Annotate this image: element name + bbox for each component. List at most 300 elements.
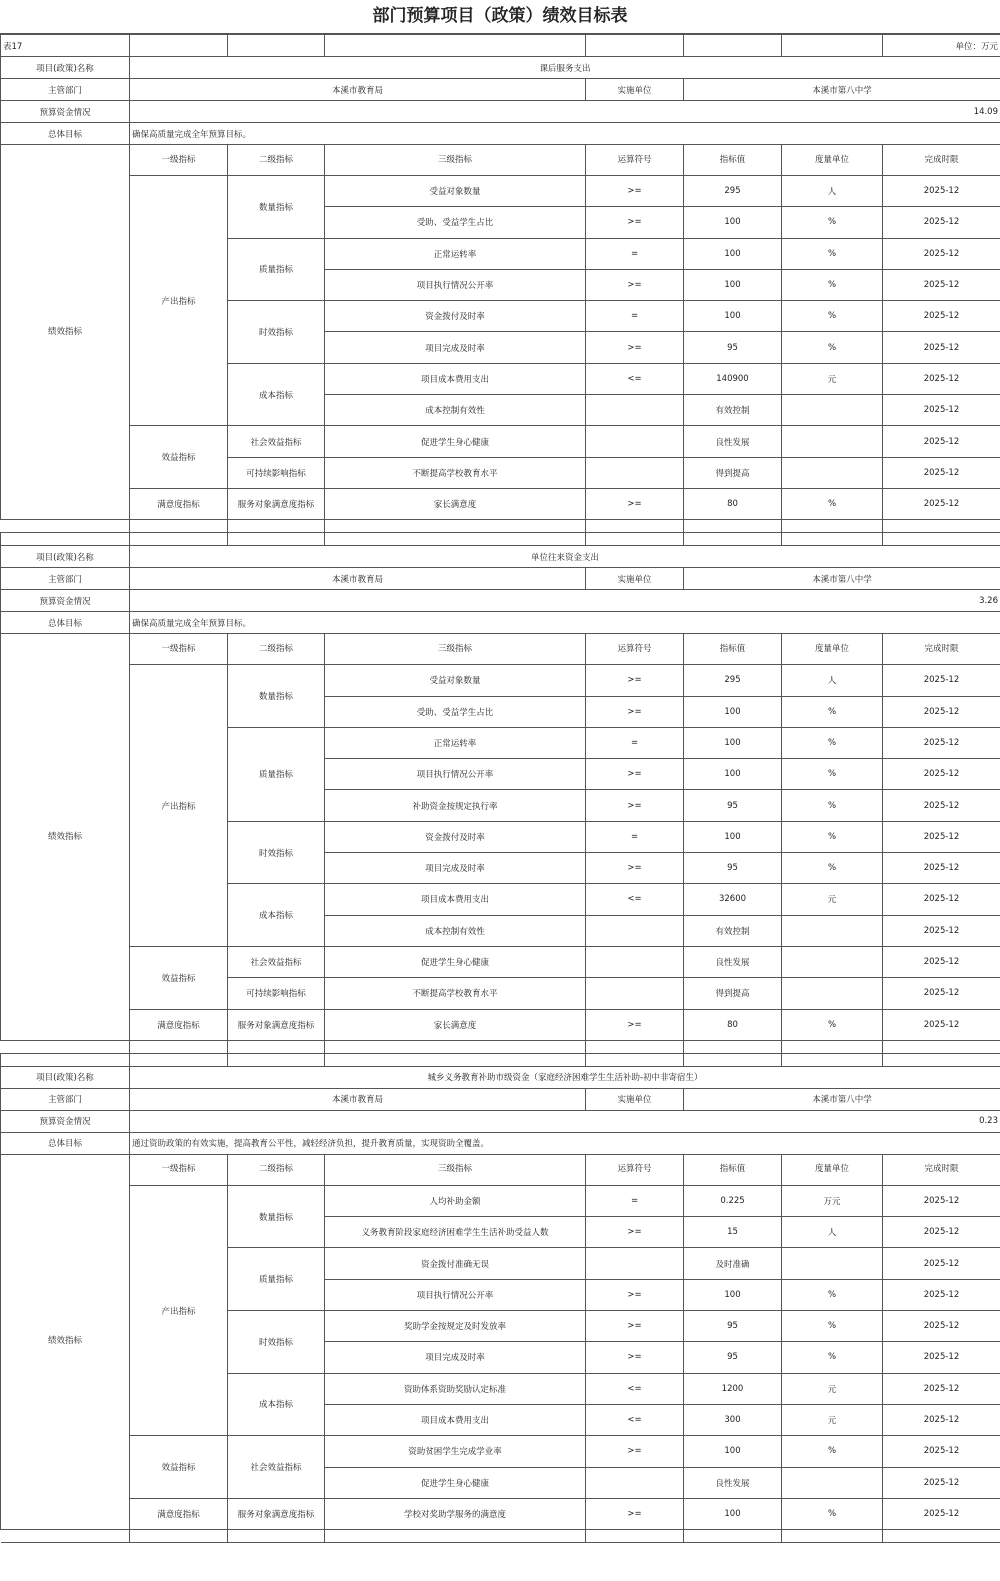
blank-cell: [228, 1053, 325, 1066]
level3-indicator: 不断提高学校教育水平: [325, 978, 586, 1009]
indicator-value: 295: [684, 176, 782, 207]
level1-indicator: 满意度指标: [130, 1498, 228, 1529]
level3-indicator: 受助、受益学生占比: [325, 696, 586, 727]
indicator-value: 100: [684, 759, 782, 790]
blank-cell: [130, 1053, 228, 1066]
deadline: 2025-12: [883, 1342, 1000, 1373]
level1-indicator: 产出指标: [130, 1185, 228, 1435]
deadline: 2025-12: [883, 426, 1000, 457]
operator: >=: [586, 853, 684, 884]
level2-indicator: 社会效益指标: [228, 426, 325, 457]
deadline: 2025-12: [883, 1373, 1000, 1404]
deadline: 2025-12: [883, 946, 1000, 977]
blank-cell: [1, 1530, 130, 1543]
blank-cell: [586, 533, 684, 546]
operator: >=: [586, 696, 684, 727]
header-l2: 二级指标: [228, 1154, 325, 1185]
level3-indicator: 受助、受益学生占比: [325, 207, 586, 238]
measure-unit: [782, 457, 883, 488]
indicator-value: 良性发展: [684, 1467, 782, 1498]
table-row: [1, 1185, 1000, 1216]
measure-unit: %: [782, 696, 883, 727]
level2-indicator: 社会效益指标: [228, 1436, 325, 1499]
deadline: 2025-12: [883, 915, 1000, 946]
indicator-value: 得到提高: [684, 978, 782, 1009]
indicator-value: 80: [684, 1009, 782, 1040]
deadline: 2025-12: [883, 332, 1000, 363]
deadline: 2025-12: [883, 488, 1000, 519]
level2-indicator: 数量指标: [228, 1185, 325, 1248]
operator: >=: [586, 269, 684, 300]
level3-indicator: 受益对象数量: [325, 176, 586, 207]
operator: [586, 946, 684, 977]
header-op: 运算符号: [586, 145, 684, 176]
measure-unit: %: [782, 1436, 883, 1467]
indicator-value: 95: [684, 332, 782, 363]
table-row: [1, 176, 1000, 207]
level3-indicator: 促进学生身心健康: [325, 946, 586, 977]
goal-label: 总体目标: [1, 123, 130, 145]
level2-indicator: 成本指标: [228, 1373, 325, 1436]
table-row: [1, 1498, 1000, 1529]
operator: <=: [586, 363, 684, 394]
dept-label: 主管部门: [1, 79, 130, 101]
table-row: [1, 665, 1000, 696]
deadline: 2025-12: [883, 238, 1000, 269]
operator: [586, 978, 684, 1009]
blank-cell: [586, 35, 684, 57]
blank-cell: [586, 1530, 684, 1543]
project-name: 城乡义务教育补助市级资金（家庭经济困难学生生活补助-初中非寄宿生）: [130, 1066, 1000, 1088]
header-op: 运算符号: [586, 634, 684, 665]
impl-unit-label: 实施单位: [586, 79, 684, 101]
deadline: 2025-12: [883, 1404, 1000, 1435]
measure-unit: %: [782, 1009, 883, 1040]
indicator-value: 良性发展: [684, 946, 782, 977]
indicator-value: 良性发展: [684, 426, 782, 457]
measure-unit: %: [782, 790, 883, 821]
deadline: 2025-12: [883, 301, 1000, 332]
measure-unit: %: [782, 727, 883, 758]
table-number: 表17: [1, 35, 130, 57]
indicator-value: 15: [684, 1217, 782, 1248]
performance-table: [0, 34, 1000, 1543]
level3-indicator: 项目执行情况公开率: [325, 269, 586, 300]
operator: >=: [586, 176, 684, 207]
blank-cell: [684, 1053, 782, 1066]
perf-label: 绩效指标: [1, 145, 130, 520]
level3-indicator: 资金拨付及时率: [325, 821, 586, 852]
indicator-value: 1200: [684, 1373, 782, 1404]
budget-label: 预算资金情况: [1, 101, 130, 123]
measure-unit: %: [782, 759, 883, 790]
measure-unit: 元: [782, 1404, 883, 1435]
level2-indicator: 成本指标: [228, 363, 325, 426]
level1-indicator: 产出指标: [130, 176, 228, 426]
header-l1: 一级指标: [130, 1154, 228, 1185]
operator: >=: [586, 1498, 684, 1529]
operator: >=: [586, 1217, 684, 1248]
operator: >=: [586, 1009, 684, 1040]
operator: >=: [586, 665, 684, 696]
blank-cell: [782, 1530, 883, 1543]
budget-value: 0.23: [130, 1110, 1000, 1132]
blank-cell: [228, 35, 325, 57]
blank-cell: [228, 1530, 325, 1543]
header-val: 指标值: [684, 634, 782, 665]
header-unit: 度量单位: [782, 145, 883, 176]
deadline: 2025-12: [883, 1436, 1000, 1467]
blank-cell: [684, 1040, 782, 1053]
header-l1: 一级指标: [130, 634, 228, 665]
deadline: 2025-12: [883, 821, 1000, 852]
indicator-value: 及时准确: [684, 1248, 782, 1279]
measure-unit: 元: [782, 884, 883, 915]
level3-indicator: 项目执行情况公开率: [325, 1279, 586, 1310]
level3-indicator: 项目成本费用支出: [325, 1404, 586, 1435]
deadline: 2025-12: [883, 1498, 1000, 1529]
budget-label: 预算资金情况: [1, 590, 130, 612]
deadline: 2025-12: [883, 884, 1000, 915]
blank-cell: [782, 533, 883, 546]
indicator-value: 100: [684, 821, 782, 852]
budget-value: 14.09: [130, 101, 1000, 123]
operator: =: [586, 301, 684, 332]
level3-indicator: 促进学生身心健康: [325, 1467, 586, 1498]
measure-unit: 人: [782, 1217, 883, 1248]
operator: >=: [586, 1436, 684, 1467]
project-name-label: 项目(政策)名称: [1, 1066, 130, 1088]
level3-indicator: 项目成本费用支出: [325, 363, 586, 394]
measure-unit: [782, 395, 883, 426]
measure-unit: [782, 946, 883, 977]
deadline: 2025-12: [883, 1185, 1000, 1216]
header-l2: 二级指标: [228, 145, 325, 176]
level2-indicator: 服务对象满意度指标: [228, 1009, 325, 1040]
project-name-label: 项目(政策)名称: [1, 546, 130, 568]
blank-cell: [684, 520, 782, 533]
blank-cell: [130, 520, 228, 533]
level2-indicator: 服务对象满意度指标: [228, 1498, 325, 1529]
header-time: 完成时限: [883, 145, 1000, 176]
measure-unit: 元: [782, 363, 883, 394]
dept-value: 本溪市教育局: [130, 1088, 586, 1110]
level3-indicator: 正常运转率: [325, 238, 586, 269]
level3-indicator: 项目完成及时率: [325, 1342, 586, 1373]
deadline: 2025-12: [883, 395, 1000, 426]
level1-indicator: 满意度指标: [130, 1009, 228, 1040]
operator: >=: [586, 488, 684, 519]
measure-unit: %: [782, 1311, 883, 1342]
dept-label: 主管部门: [1, 1088, 130, 1110]
level3-indicator: 成本控制有效性: [325, 915, 586, 946]
level2-indicator: 可持续影响指标: [228, 978, 325, 1009]
deadline: 2025-12: [883, 1467, 1000, 1498]
blank-cell: [130, 35, 228, 57]
indicator-value: 100: [684, 238, 782, 269]
operator: [586, 457, 684, 488]
header-l3: 三级指标: [325, 634, 586, 665]
operator: >=: [586, 790, 684, 821]
indicator-value: 100: [684, 301, 782, 332]
measure-unit: %: [782, 238, 883, 269]
operator: >=: [586, 1311, 684, 1342]
table-row: [1, 1436, 1000, 1467]
level2-indicator: 质量指标: [228, 238, 325, 301]
unit-label: 单位：万元: [883, 35, 1000, 57]
project-name: 单位往来资金支出: [130, 546, 1000, 568]
blank-cell: [1, 1053, 130, 1066]
blank-cell: [782, 520, 883, 533]
perf-label: 绩效指标: [1, 634, 130, 1041]
blank-cell: [684, 1530, 782, 1543]
blank-cell: [586, 520, 684, 533]
level3-indicator: 项目完成及时率: [325, 332, 586, 363]
measure-unit: [782, 1467, 883, 1498]
header-l3: 三级指标: [325, 145, 586, 176]
deadline: 2025-12: [883, 1279, 1000, 1310]
indicator-value: 95: [684, 853, 782, 884]
header-l2: 二级指标: [228, 634, 325, 665]
header-time: 完成时限: [883, 1154, 1000, 1185]
blank-cell: [883, 520, 1000, 533]
operator: [586, 395, 684, 426]
operator: [586, 915, 684, 946]
deadline: 2025-12: [883, 1009, 1000, 1040]
level2-indicator: 数量指标: [228, 665, 325, 728]
measure-unit: %: [782, 821, 883, 852]
deadline: 2025-12: [883, 790, 1000, 821]
measure-unit: [782, 978, 883, 1009]
operator: =: [586, 821, 684, 852]
header-op: 运算符号: [586, 1154, 684, 1185]
goal-value: 确保高质量完成全年预算目标。: [130, 123, 1000, 145]
level1-indicator: 产出指标: [130, 665, 228, 947]
level1-indicator: 满意度指标: [130, 488, 228, 519]
level2-indicator: 时效指标: [228, 301, 325, 364]
level3-indicator: 资助体系资助奖励认定标准: [325, 1373, 586, 1404]
blank-cell: [325, 1053, 586, 1066]
header-l1: 一级指标: [130, 145, 228, 176]
level3-indicator: 学校对奖助学服务的满意度: [325, 1498, 586, 1529]
indicator-value: 80: [684, 488, 782, 519]
impl-unit-label: 实施单位: [586, 568, 684, 590]
measure-unit: [782, 915, 883, 946]
deadline: 2025-12: [883, 1311, 1000, 1342]
indicator-value: 95: [684, 1311, 782, 1342]
blank-cell: [1, 520, 130, 533]
level3-indicator: 奖助学金按规定及时发放率: [325, 1311, 586, 1342]
header-unit: 度量单位: [782, 1154, 883, 1185]
operator: >=: [586, 207, 684, 238]
blank-cell: [1, 533, 130, 546]
deadline: 2025-12: [883, 363, 1000, 394]
level3-indicator: 项目完成及时率: [325, 853, 586, 884]
operator: >=: [586, 1279, 684, 1310]
indicator-value: 0.225: [684, 1185, 782, 1216]
header-l3: 三级指标: [325, 1154, 586, 1185]
deadline: 2025-12: [883, 853, 1000, 884]
operator: [586, 426, 684, 457]
table-row: [1, 946, 1000, 977]
project-name-label: 项目(政策)名称: [1, 57, 130, 79]
header-unit: 度量单位: [782, 634, 883, 665]
level2-indicator: 数量指标: [228, 176, 325, 239]
indicator-value: 100: [684, 1498, 782, 1529]
indicator-value: 100: [684, 696, 782, 727]
deadline: 2025-12: [883, 176, 1000, 207]
deadline: 2025-12: [883, 727, 1000, 758]
dept-value: 本溪市教育局: [130, 568, 586, 590]
level3-indicator: 家长满意度: [325, 488, 586, 519]
header-val: 指标值: [684, 1154, 782, 1185]
level3-indicator: 人均补助金额: [325, 1185, 586, 1216]
header-val: 指标值: [684, 145, 782, 176]
level3-indicator: 不断提高学校教育水平: [325, 457, 586, 488]
operator: =: [586, 727, 684, 758]
indicator-value: 100: [684, 207, 782, 238]
table-row: [1, 488, 1000, 519]
level3-indicator: 促进学生身心健康: [325, 426, 586, 457]
indicator-value: 95: [684, 790, 782, 821]
blank-cell: [586, 1053, 684, 1066]
indicator-value: 95: [684, 1342, 782, 1373]
budget-value: 3.26: [130, 590, 1000, 612]
blank-cell: [228, 520, 325, 533]
level3-indicator: 补助资金按规定执行率: [325, 790, 586, 821]
blank-cell: [883, 1530, 1000, 1543]
blank-cell: [325, 1530, 586, 1543]
table-body: [1, 35, 1000, 1543]
indicator-value: 得到提高: [684, 457, 782, 488]
level2-indicator: 质量指标: [228, 1248, 325, 1311]
indicator-value: 300: [684, 1404, 782, 1435]
blank-cell: [782, 35, 883, 57]
level3-indicator: 资金拨付及时率: [325, 301, 586, 332]
blank-cell: [1, 1040, 130, 1053]
indicator-value: 140900: [684, 363, 782, 394]
blank-cell: [586, 1040, 684, 1053]
goal-label: 总体目标: [1, 612, 130, 634]
measure-unit: 人: [782, 176, 883, 207]
level3-indicator: 家长满意度: [325, 1009, 586, 1040]
blank-cell: [325, 533, 586, 546]
level3-indicator: 义务教育阶段家庭经济困难学生生活补助受益人数: [325, 1217, 586, 1248]
blank-cell: [228, 533, 325, 546]
level2-indicator: 可持续影响指标: [228, 457, 325, 488]
goal-label: 总体目标: [1, 1132, 130, 1154]
indicator-value: 100: [684, 1436, 782, 1467]
indicator-value: 100: [684, 1279, 782, 1310]
blank-cell: [782, 1053, 883, 1066]
dept-label: 主管部门: [1, 568, 130, 590]
project-name: 课后服务支出: [130, 57, 1000, 79]
goal-value: 确保高质量完成全年预算目标。: [130, 612, 1000, 634]
impl-unit-value: 本溪市第八中学: [684, 79, 1000, 101]
goal-value: 通过资助政策的有效实施，提高教育公平性，减轻经济负担，提升教育质量，实现资助全覆盖。: [130, 1132, 1000, 1154]
operator: <=: [586, 1373, 684, 1404]
measure-unit: [782, 426, 883, 457]
level2-indicator: 服务对象满意度指标: [228, 488, 325, 519]
blank-cell: [325, 1040, 586, 1053]
deadline: 2025-12: [883, 1248, 1000, 1279]
indicator-value: 有效控制: [684, 395, 782, 426]
level1-indicator: 效益指标: [130, 946, 228, 1009]
measure-unit: %: [782, 853, 883, 884]
blank-cell: [325, 35, 586, 57]
level1-indicator: 效益指标: [130, 426, 228, 489]
dept-value: 本溪市教育局: [130, 79, 586, 101]
blank-cell: [130, 1040, 228, 1053]
perf-label: 绩效指标: [1, 1154, 130, 1529]
blank-cell: [883, 1040, 1000, 1053]
measure-unit: 元: [782, 1373, 883, 1404]
indicator-value: 有效控制: [684, 915, 782, 946]
table-row: [1, 426, 1000, 457]
blank-cell: [684, 35, 782, 57]
impl-unit-label: 实施单位: [586, 1088, 684, 1110]
operator: >=: [586, 1342, 684, 1373]
operator: >=: [586, 332, 684, 363]
deadline: 2025-12: [883, 457, 1000, 488]
table-row: [1, 1009, 1000, 1040]
measure-unit: %: [782, 207, 883, 238]
operator: <=: [586, 1404, 684, 1435]
measure-unit: [782, 1248, 883, 1279]
deadline: 2025-12: [883, 269, 1000, 300]
level3-indicator: 成本控制有效性: [325, 395, 586, 426]
measure-unit: %: [782, 332, 883, 363]
level3-indicator: 资金拨付准确无误: [325, 1248, 586, 1279]
measure-unit: %: [782, 1498, 883, 1529]
operator: =: [586, 1185, 684, 1216]
blank-cell: [684, 533, 782, 546]
deadline: 2025-12: [883, 665, 1000, 696]
page-title: 部门预算项目（政策）绩效目标表: [0, 0, 1000, 34]
level2-indicator: 时效指标: [228, 821, 325, 884]
level3-indicator: 资助贫困学生完成学业率: [325, 1436, 586, 1467]
indicator-value: 100: [684, 727, 782, 758]
operator: >=: [586, 759, 684, 790]
deadline: 2025-12: [883, 759, 1000, 790]
deadline: 2025-12: [883, 1217, 1000, 1248]
level3-indicator: 项目成本费用支出: [325, 884, 586, 915]
measure-unit: %: [782, 1279, 883, 1310]
level2-indicator: 社会效益指标: [228, 946, 325, 977]
blank-cell: [228, 1040, 325, 1053]
measure-unit: %: [782, 269, 883, 300]
blank-cell: [325, 520, 586, 533]
blank-cell: [130, 533, 228, 546]
indicator-value: 100: [684, 269, 782, 300]
level1-indicator: 效益指标: [130, 1436, 228, 1499]
deadline: 2025-12: [883, 207, 1000, 238]
measure-unit: 万元: [782, 1185, 883, 1216]
operator: =: [586, 238, 684, 269]
indicator-value: 295: [684, 665, 782, 696]
measure-unit: %: [782, 488, 883, 519]
impl-unit-value: 本溪市第八中学: [684, 1088, 1000, 1110]
level3-indicator: 项目执行情况公开率: [325, 759, 586, 790]
operator: [586, 1248, 684, 1279]
measure-unit: %: [782, 1342, 883, 1373]
blank-cell: [130, 1530, 228, 1543]
budget-label: 预算资金情况: [1, 1110, 130, 1132]
level2-indicator: 时效指标: [228, 1311, 325, 1374]
operator: [586, 1467, 684, 1498]
level2-indicator: 成本指标: [228, 884, 325, 947]
header-time: 完成时限: [883, 634, 1000, 665]
